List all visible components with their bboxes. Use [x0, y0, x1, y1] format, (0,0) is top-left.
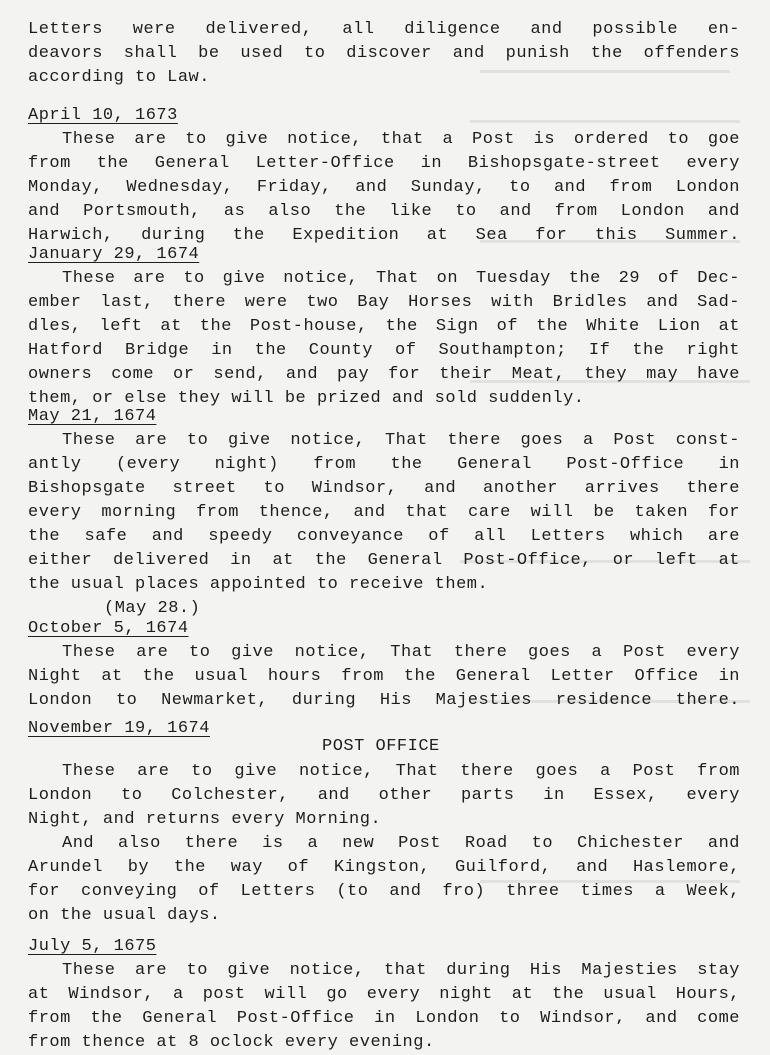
paragraph-line: London to Colchester, and other parts in Essex, every	[28, 786, 740, 805]
paragraph-line: either delivered in at the General Post-Office, or left at	[28, 551, 740, 570]
section-heading: POST OFFICE	[322, 737, 440, 756]
paragraph-line: every morning from thence, and that care will be taken for	[28, 503, 740, 522]
paragraph-line: Monday, Wednesday, Friday, and Sunday, to and from London	[28, 178, 740, 197]
paragraph-line: Arundel by the way of Kingston, Guilford, and Haslemore,	[28, 858, 740, 877]
paragraph-line: These are to give notice, That there goes a Post const-	[62, 431, 740, 450]
entry-date-heading: January 29, 1674	[28, 245, 200, 264]
paragraph-line: from thence at 8 oclock every evening.	[28, 1033, 435, 1052]
paragraph-line: the safe and speedy conveyance of all Letters which are	[28, 527, 740, 546]
paragraph-line: Harwich, during the Expedition at Sea for this Summer.	[28, 226, 740, 245]
paragraph-line: These are to give notice, That on Tuesday the 29 of Dec-	[62, 269, 740, 288]
paragraph-line: antly (every night) from the General Post-Office in	[28, 455, 740, 474]
entry-date-heading: April 10, 1673	[28, 106, 178, 125]
paragraph-line: Hatford Bridge in the County of Southampton; If the right	[28, 341, 740, 360]
date-note: (May 28.)	[104, 599, 201, 618]
paragraph-line: from the General Post-Office in London to Windsor, and come	[28, 1009, 740, 1024]
paragraph-line: deavors shall be used to discover and punish the offenders	[28, 44, 740, 63]
entry-date-heading: July 5, 1675	[28, 937, 157, 956]
paragraph-line: on the usual days.	[28, 906, 221, 925]
paragraph-line: Night, and returns every Morning.	[28, 810, 382, 829]
paragraph-line: for conveying of Letters (to and fro) three times a Week,	[28, 882, 740, 901]
paragraph-line: London to Newmarket, during His Majesties residence there.	[28, 691, 740, 710]
paragraph-line: according to Law.	[28, 68, 210, 87]
paragraph-line: and Portsmouth, as also the like to and from London and	[28, 202, 740, 221]
paragraph-line: them, or else they will be prized and sold suddenly.	[28, 389, 585, 408]
paragraph-line: owners come or send, and pay for their Meat, they may have	[28, 365, 740, 384]
paragraph-line: from the General Letter-Office in Bishopsgate-street every	[28, 154, 740, 173]
entry-date-heading: October 5, 1674	[28, 619, 189, 638]
paragraph-line: ember last, there were two Bay Horses with Bridles and Sad-	[28, 293, 740, 312]
entry-date-heading: November 19, 1674	[28, 719, 210, 738]
paragraph-line: These are to give notice, That there goes a Post from	[62, 762, 740, 781]
paragraph-line: And also there is a new Post Road to Chichester and	[62, 834, 740, 853]
paragraph-line: Letters were delivered, all diligence and possible en-	[28, 20, 740, 39]
paragraph-line: at Windsor, a post will go every night at the usual Hours,	[28, 985, 740, 1004]
entry-date-heading: May 21, 1674	[28, 407, 157, 426]
paragraph-line: These are to give notice, That there goes a Post every	[62, 643, 740, 662]
paragraph-line: the usual places appointed to receive them.	[28, 575, 489, 594]
paragraph-line: Bishopsgate street to Windsor, and another arrives there	[28, 479, 740, 498]
paragraph-line: These are to give notice, that during His Majesties stay	[62, 961, 740, 980]
paragraph-line: These are to give notice, that a Post is ordered to goe	[62, 130, 740, 149]
paragraph-line: Night at the usual hours from the General Letter Office in	[28, 667, 740, 686]
paragraph-line: dles, left at the Post-house, the Sign of the White Lion at	[28, 317, 740, 336]
